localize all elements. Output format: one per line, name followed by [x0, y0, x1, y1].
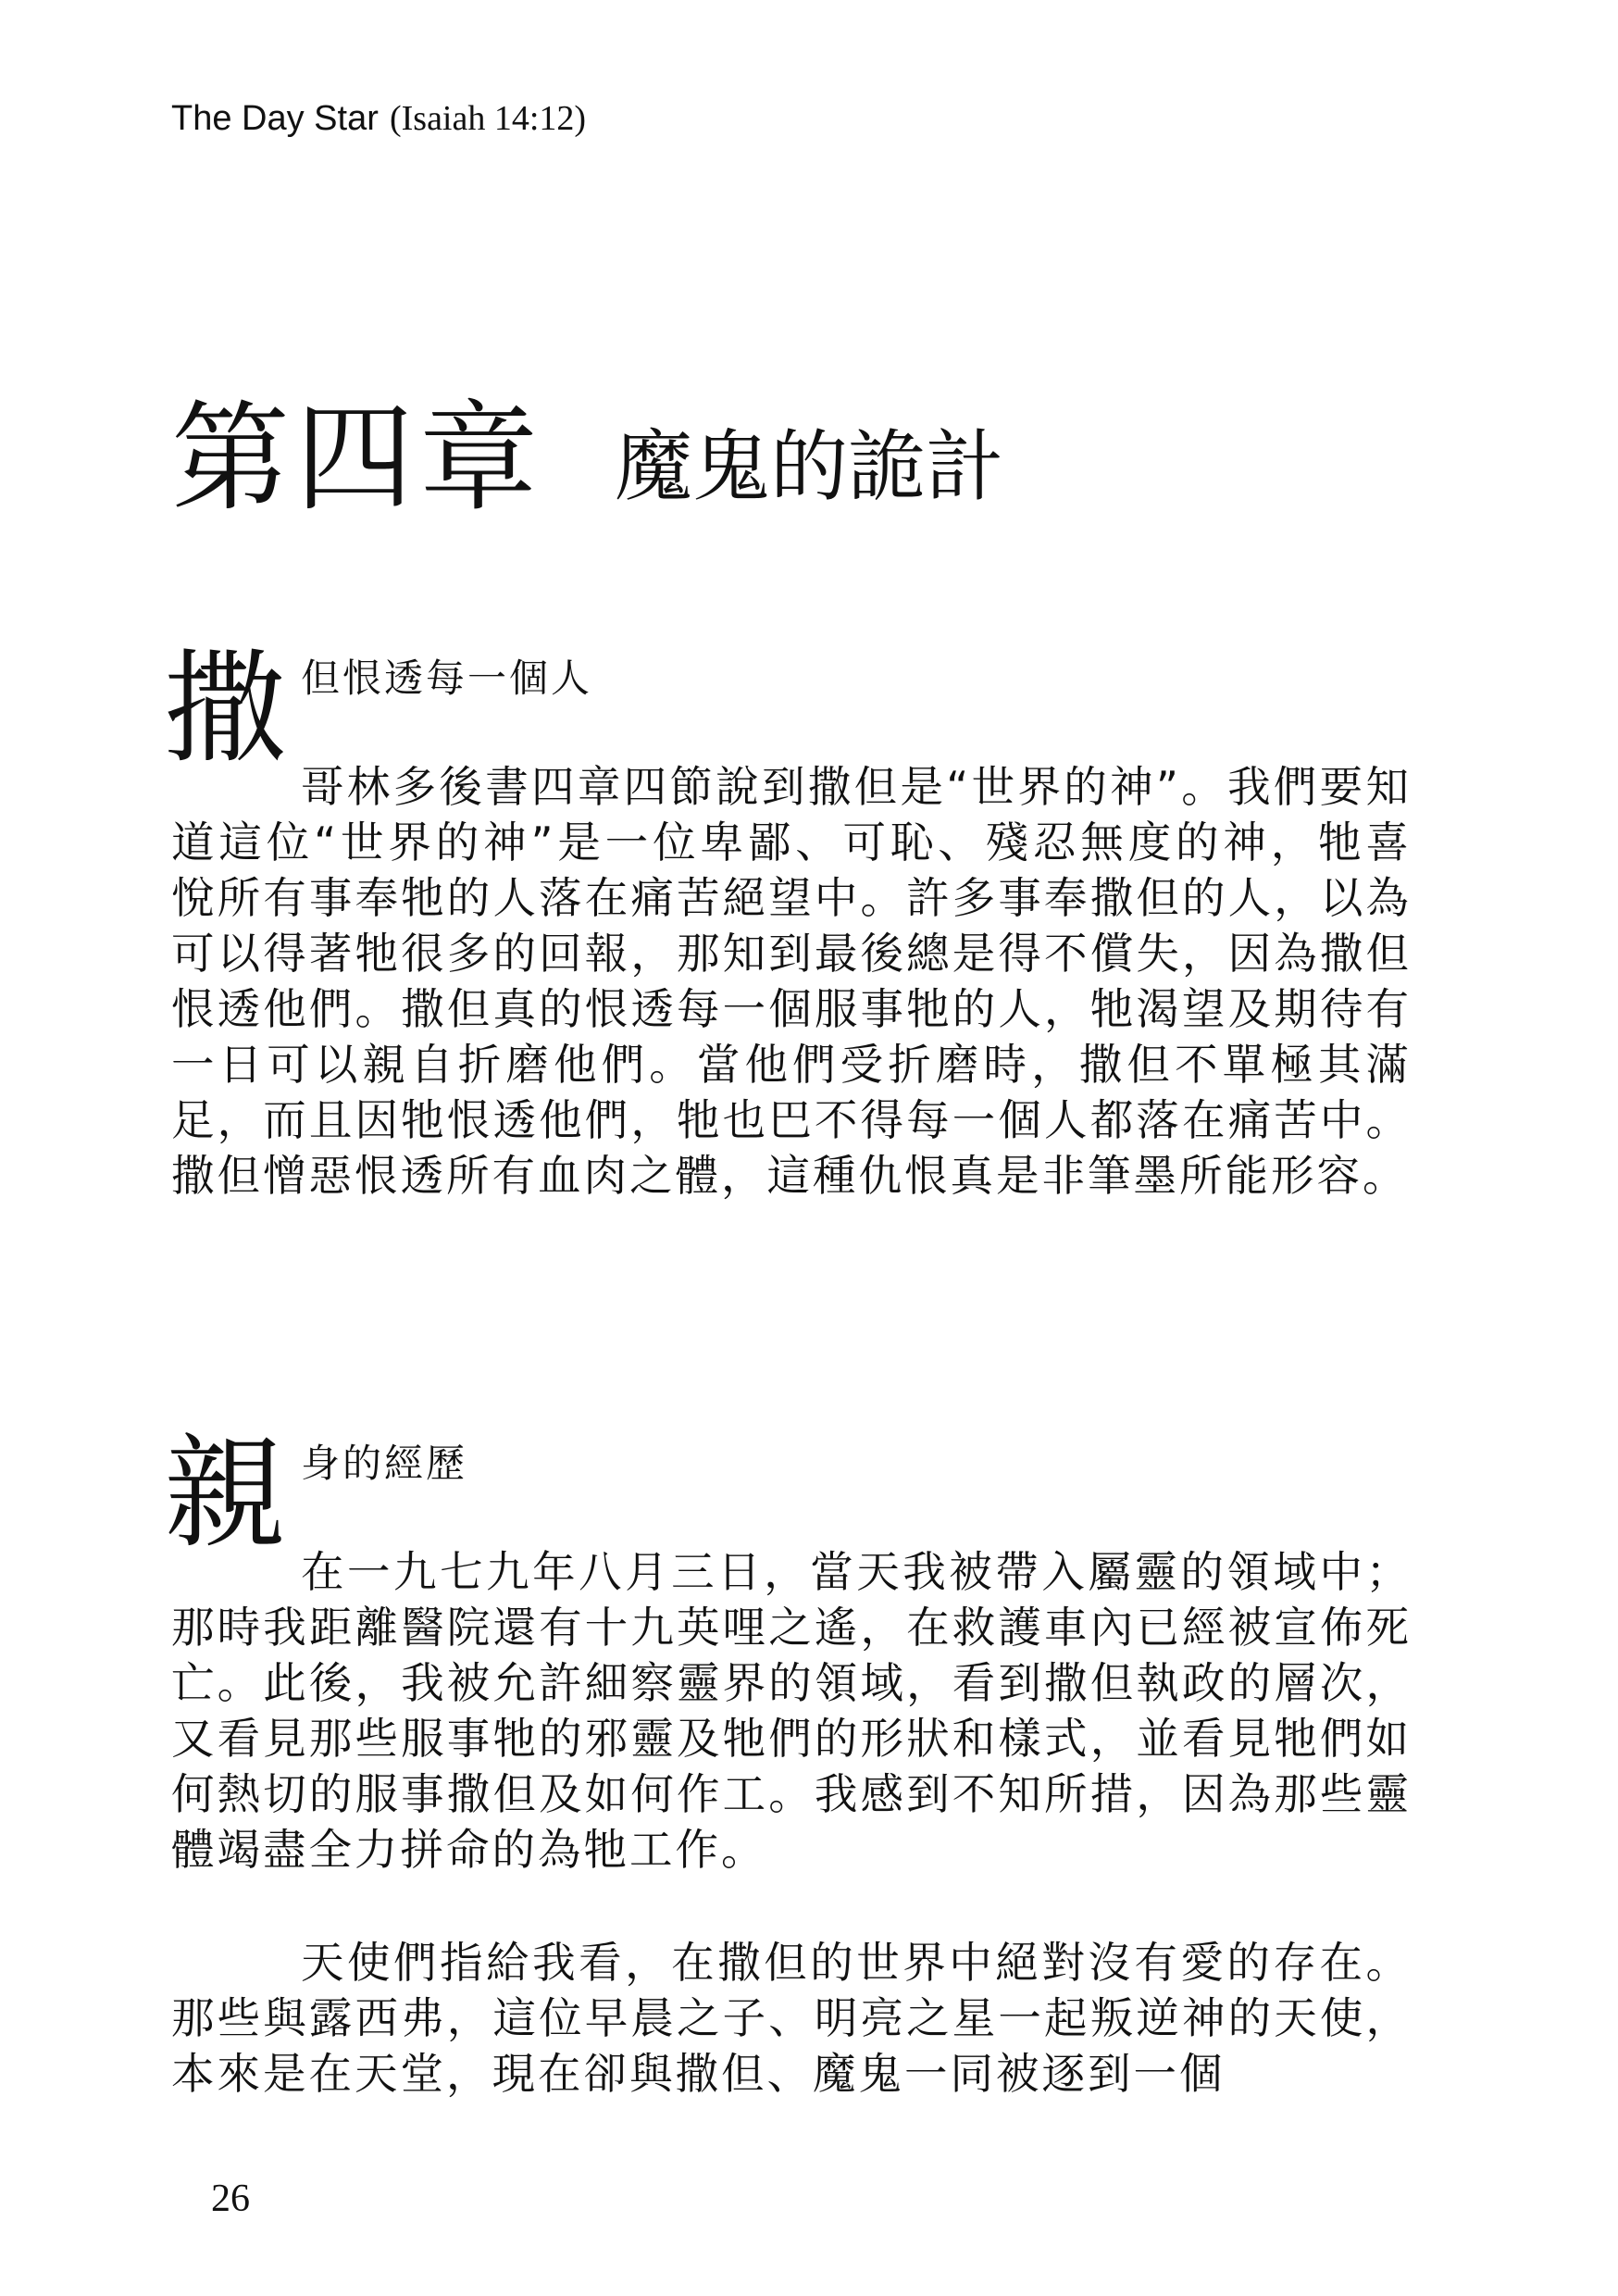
chapter-heading: [171, 390, 1004, 528]
book-reference: (Isaiah 14:12): [389, 99, 587, 138]
section-heading: [164, 638, 1412, 780]
body-paragraph: 哥林多後書四章四節說到撒但是“世界的神”。我們要知道這位“世界的神”是一位卑鄙、可恥、殘忍無度的神，牠喜悅所有事奉牠的人落在痛苦絕望中。許多事奉撒但的人，以為可以得著牠很多的回報，那知到最後總是得不償失，因為撒但恨透他們。撒但真的恨透每一個服事牠的人，牠渴望及期待有一日可以親自折磨他們。當他們受折磨時，撒但不單極其滿足，而且因牠恨透他們，牠也巴不得每一個人都落在痛苦中。撒但憎惡恨透所有血肉之體，這種仇恨真是非筆墨所能形容。: [171, 762, 1412, 1201]
section-heading: [164, 1423, 1412, 1566]
chapter-number: 第四章: [171, 390, 544, 528]
book-title: The Day Star: [171, 99, 379, 138]
section-heading-text: 但恨透每一個人: [301, 655, 593, 701]
running-header: [171, 100, 586, 136]
section-hatred: [164, 638, 1412, 1204]
drop-cap: 親: [164, 1423, 286, 1566]
drop-cap: 撒: [164, 638, 286, 780]
body-paragraph: 在一九七九年八月三日，當天我被帶入屬靈的領域中；那時我距離醫院還有十九英哩之遙，在救護車內已經被宣佈死亡。此後，我被允許細察靈界的領域，看到撒但執政的層次，又看見那些服事牠的邪靈及牠們的形狀和樣式，並看見牠們如何熱切的服事撒但及如何作工。我感到不知所措，因為那些靈體竭盡全力拼命的為牠工作。: [171, 1547, 1412, 1875]
section-experience: [164, 1423, 1412, 1878]
page-number: 26: [211, 2177, 250, 2220]
section-heading-text: 身的經歷: [301, 1441, 468, 1486]
chapter-title: 魔鬼的詭計: [615, 421, 1004, 512]
body-paragraph: 天使們指給我看，在撒但的世界中絕對沒有愛的存在。那些與露西弗，這位早晨之子、明亮之星一起叛逆神的天使，本來是在天堂，現在卻與撒但、魔鬼一同被逐到一個: [171, 1938, 1412, 2099]
